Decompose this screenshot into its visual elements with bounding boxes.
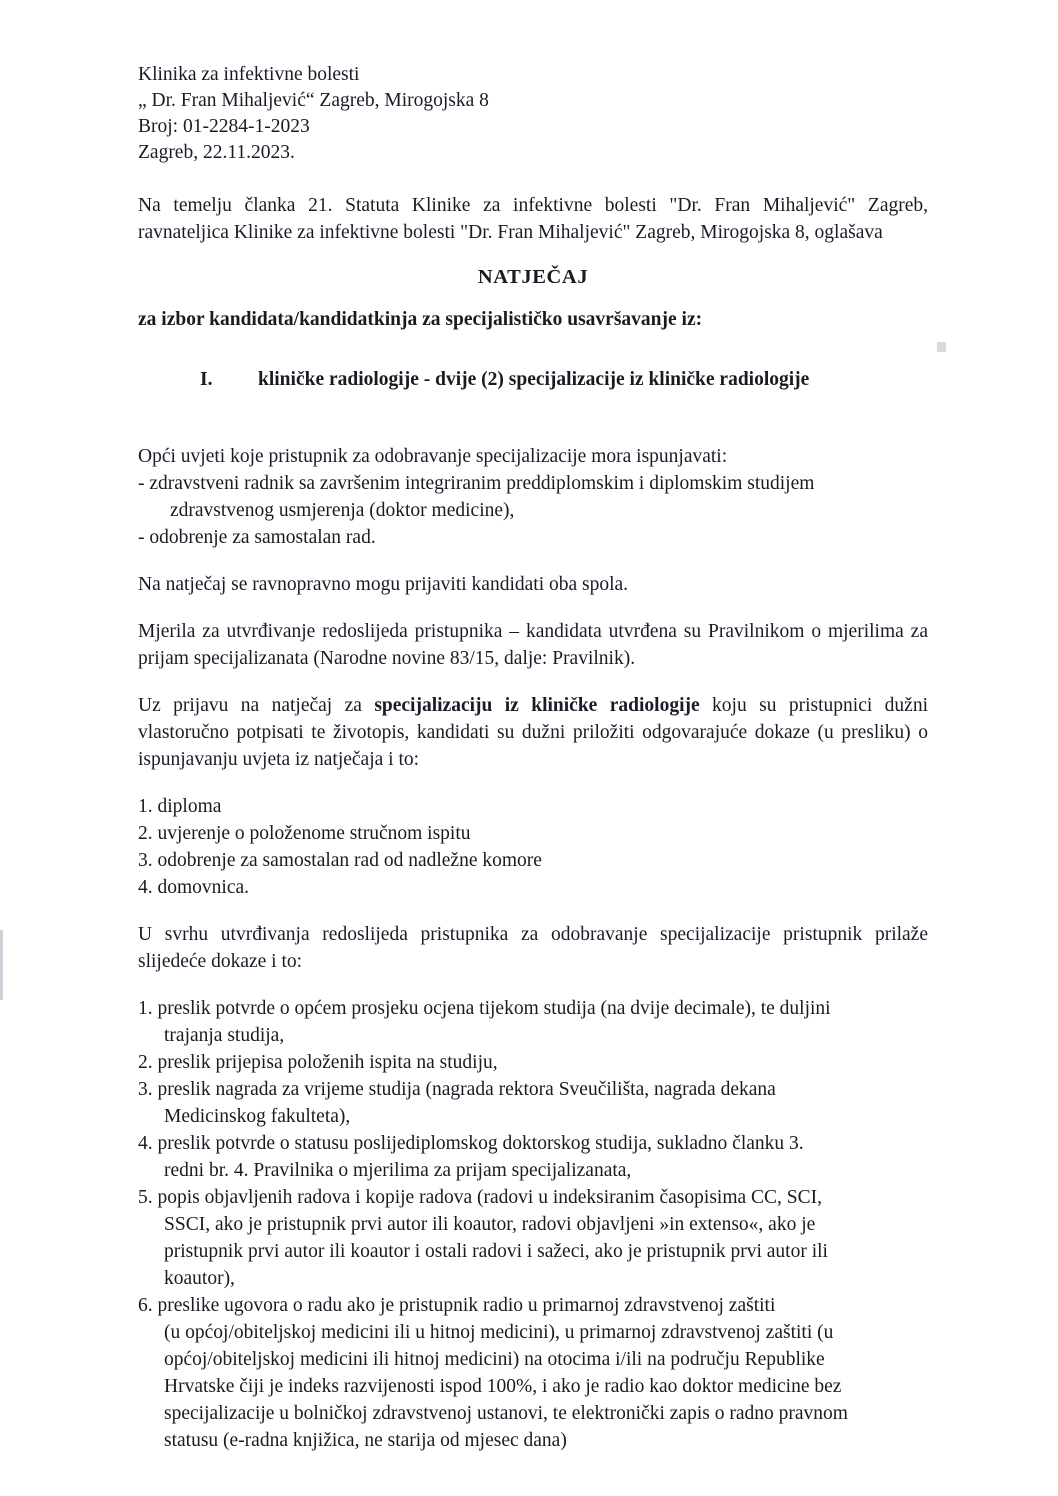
list-item [138,1049,928,1076]
subtitle: za izbor kandidata/kandidatkinja za specijalističko usavršavanje iz: [138,309,703,330]
evidence-cont: SSCI, ako je pristupnik prvi autor ili koautor, radovi objavljeni »in extenso«, ako je [164,1214,816,1235]
condition-line-2: zdravstvenog usmjerenja (doktor medicine), [170,500,515,521]
letterhead-line-4: Zagreb, 22.11.2023. [138,142,295,163]
letterhead-line-2: „ Dr. Fran Mihaljević“ Zagreb, Mirogojska 8 [138,90,489,111]
page-title: NATJEČAJ [477,266,589,288]
item-number: I. [200,369,213,390]
evidence-cont: (u općoj/obiteljskoj medicini ili u hitnoj medicini), u primarnoj zdravstvenoj zaštiti (u [164,1322,834,1343]
condition-line-1: - odobrenje za samostalan rad. [138,527,376,548]
equal-rights-paragraph: Na natječaj se ravnopravno mogu prijaviti kandidati oba spola. [138,574,629,595]
page-edge-mark [0,930,3,1000]
conditions-intro: Opći uvjeti koje pristupnik za odobravanje specijalizacije mora ispunjavati: [138,446,728,467]
evidence-line-1: 3. preslik nagrada za vrijeme studija (nagrada rektora Sveučilišta, nagrada dekana [138,1079,776,1100]
list-item: 4. domovnica. [138,877,250,898]
letterhead-line-3: Broj: 01-2284-1-2023 [138,116,310,137]
evidence-cont: Hrvatske čiji je indeks razvijenosti ispod 100%, i ako je radio kao doktor medicine bez [164,1376,842,1397]
list-item: 2. uvjerenje o položenome stručnom ispitu [138,823,471,844]
evidence-list [138,995,928,1454]
item-text: kliničke radiologije - dvije (2) specijalizacije iz kliničke radiologije [258,369,810,390]
evidence-cont: općoj/obiteljskoj medicini ili hitnoj medicini) na otocima i/ili na području Republike [164,1349,825,1370]
evidence-cont: statusu (e-radna knjižica, ne starija od mjesec dana) [164,1430,567,1451]
evidence-intro: U svrhu utvrđivanja redoslijeda pristupnika za odobravanje specijalizacije pristupnik prilaže slijedeće dokaze i to: [138,924,928,972]
evidence-line-1: 4. preslik potvrde o statusu poslijediplomskog doktorskog studija, sukladno članku 3. [138,1133,804,1154]
application-paragraph [138,692,928,773]
evidence-cont: pristupnik prvi autor ili koautor i ostali radovi i sažeci, ako je pristupnik prvi autor ili [164,1241,828,1262]
conditions-list [138,470,928,551]
evidence-line-1: 1. preslik potvrde o općem prosjeku ocjena tijekom studija (na dvije decimale), te duljini [138,998,831,1019]
list-item [138,1130,928,1184]
list-item [138,524,928,551]
evidence-cont: specijalizacije u bolničkoj zdravstvenoj ustanovi, te elektronički zapis o radno pravnom [164,1403,848,1424]
specialization-item [138,369,928,391]
evidence-cont: trajanja studija, [164,1025,285,1046]
condition-line-1: - zdravstveni radnik sa završenim integriranim preddiplomskim i diplomskim studijem [138,473,815,494]
evidence-cont: redni br. 4. Pravilnika o mjerilima za prijam specijalizanata, [164,1160,632,1181]
list-item [138,470,928,524]
evidence-line-1: 5. popis objavljenih radova i kopije radova (radovi u indeksiranim časopisima CC, SCI, [138,1187,823,1208]
page-smudge-mark [937,342,946,352]
list-item: 1. diploma [138,796,222,817]
list-item [138,995,928,1049]
application-emphasis: specijalizaciju iz kliničke radiologije [374,695,700,716]
application-text-after: koju su pristupnici dužni vlastoručno potpisati te životopis, kandidati su dužni priložiti odgovarajuće dokaze (u presliku) o ispunjavanju uvjeta iz natječaja i to: [138,695,928,770]
list-item [138,1076,928,1130]
criteria-paragraph: Mjerila za utvrđivanje redoslijeda pristupnika – kandidata utvrđena su Pravilnikom o mjerilima za prijam specijalizanata (Narodne novine 83/15, dalje: Pravilnik). [138,621,928,669]
intro-paragraph: Na temelju članka 21. Statuta Klinike za infektivne bolesti "Dr. Fran Mihaljević" Zagreb, ravnateljica Klinike za infektivne bolesti "Dr. Fran Mihaljević" Zagreb, Mirogojska 8, oglašava [138,195,928,243]
application-text-before: Uz prijavu na natječaj za [138,695,375,716]
evidence-line-1: 6. preslike ugovora o radu ako je pristupnik radio u primarnoj zdravstvenoj zaštiti [138,1295,776,1316]
list-item [138,1184,928,1292]
documents-list [138,793,928,901]
letterhead [138,62,928,166]
list-item: 3. odobrenje za samostalan rad od nadležne komore [138,850,542,871]
evidence-line-1: 2. preslik prijepisa položenih ispita na studiju, [138,1052,498,1073]
letterhead-line-1: Klinika za infektivne bolesti [138,64,360,85]
document-body [138,62,928,1454]
evidence-cont: koautor), [164,1268,235,1289]
evidence-cont: Medicinskog fakulteta), [164,1106,351,1127]
list-item [138,1292,928,1454]
